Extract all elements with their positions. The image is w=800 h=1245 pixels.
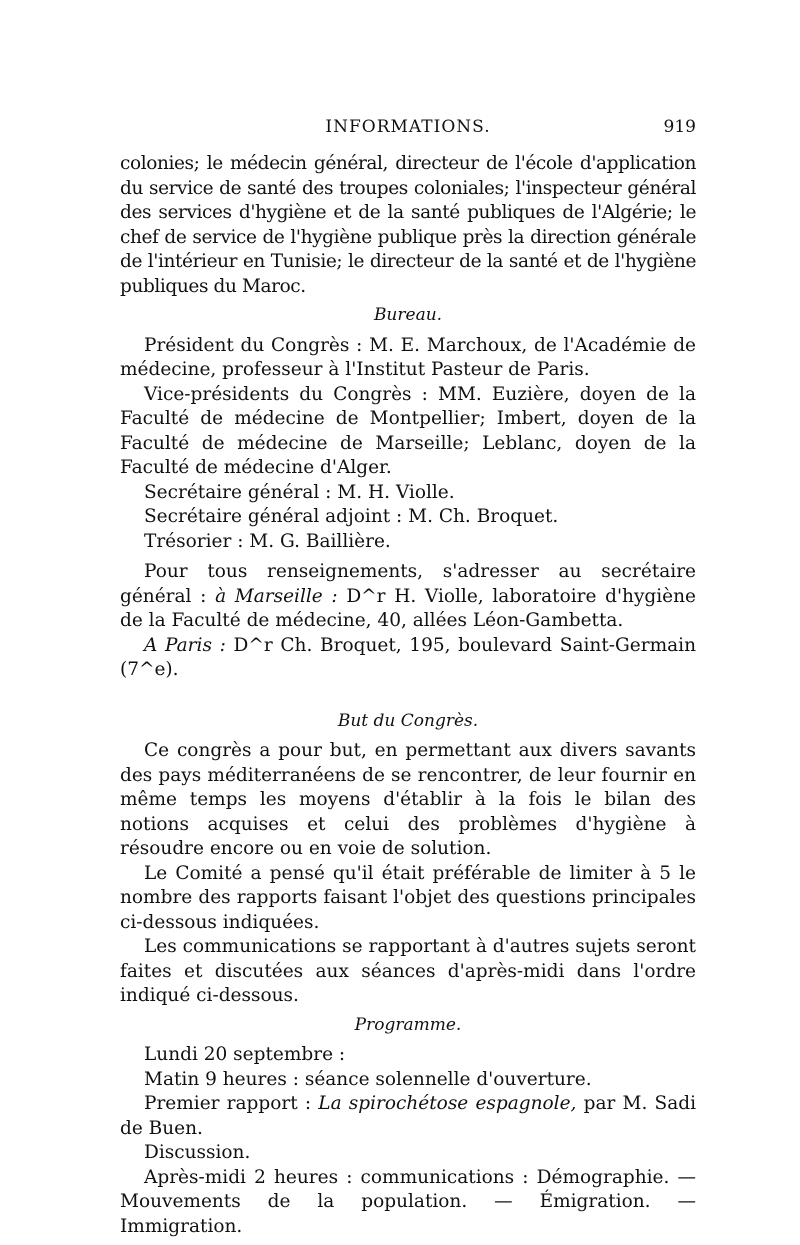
- paris-label: A Paris :: [144, 634, 226, 656]
- first-report-author: par M. Sadi de Buen.: [120, 1093, 696, 1139]
- paris-contact: [120, 634, 696, 683]
- bureau-president: Président du Congrès : M. E. Marchoux, de l'Académie de médecine, professeur à l'Institut Pasteur de Paris.: [120, 334, 696, 380]
- page-body: [120, 152, 696, 1239]
- information-contacts: [120, 560, 696, 634]
- purpose-paragraph-1: Ce congrès a pour but, en permettant aux divers savants des pays méditerranéens de se rencontrer, de leur fournir en même temps les moyens d'établir à la fois le bilan des notions acquises et celui des problèmes d'hygiène à résoudre encore ou en voie de solution.: [120, 740, 696, 859]
- information-intro: Pour tous renseignements, s'adresser au secrétaire général :: [120, 561, 696, 607]
- programme-heading: Programme.: [354, 1014, 462, 1035]
- first-report-label: Premier rapport :: [144, 1093, 312, 1114]
- bureau-heading: Bureau.: [373, 305, 443, 325]
- running-head: INFORMATIONS.: [325, 117, 491, 137]
- page-header: [120, 117, 696, 141]
- purpose-paragraph-2: Le Comité a pensé qu'il était préférable de limiter à 5 le nombre des rapports faisant l'objet des questions principales ci-dessous indiquées.: [120, 862, 696, 933]
- bureau-assistant-secretary: Secrétaire général adjoint : M. Ch. Broquet.: [144, 506, 559, 527]
- programme-discussion: Discussion.: [144, 1142, 251, 1163]
- marseille-address: D^r H. Violle, laboratoire d'hygiène de la Faculté de médecine, 40, allées Léon-Gambetta.: [120, 585, 696, 631]
- committee-members-continued: colonies; le médecin général, directeur de l'école d'application du service de santé des troupes coloniales; l'inspecteur général des services d'hygiène et de la santé publiques de l'Algérie; le chef de service de l'hygiène publique près la direction générale de l'intérieur en Tunisie; le directeur de la santé et de l'hygiène publiques du Maroc.: [120, 153, 696, 297]
- programme-morning: Matin 9 heures : séance solennelle d'ouverture.: [144, 1068, 592, 1090]
- first-report-title: La spirochétose espagnole,: [318, 1093, 577, 1114]
- purpose-paragraph-3: Les communications se rapportant à d'autres sujets seront faites et discutées aux séances d'après-midi dans l'ordre indiqué ci-dessous.: [120, 936, 696, 1006]
- bureau-secretary: Secrétaire général : M. H. Violle.: [144, 481, 455, 503]
- programme-first-report: [120, 1092, 696, 1141]
- page-number: 919: [663, 117, 696, 137]
- marseille-label: à Marseille :: [215, 585, 338, 607]
- programme-day: Lundi 20 septembre :: [144, 1044, 346, 1065]
- purpose-heading: But du Congrès.: [337, 710, 479, 731]
- bureau-vice-presidents: Vice-présidents du Congrès : MM. Euzière, doyen de la Faculté de médecine de Montpellier; Imbert, doyen de la Faculté de médecine de Marseille; Leblanc, doyen de la Faculté de médecine d'Alger.: [120, 383, 696, 478]
- programme-afternoon: Après-midi 2 heures : communications : Démographie. — Mouvements de la population. — Émigration. — Immigration.: [120, 1166, 696, 1237]
- paris-address: D^r Ch. Broquet, 195, boulevard Saint-Germain (7^e).: [120, 634, 696, 680]
- bureau-treasurer: Trésorier : M. G. Baillière.: [144, 530, 391, 552]
